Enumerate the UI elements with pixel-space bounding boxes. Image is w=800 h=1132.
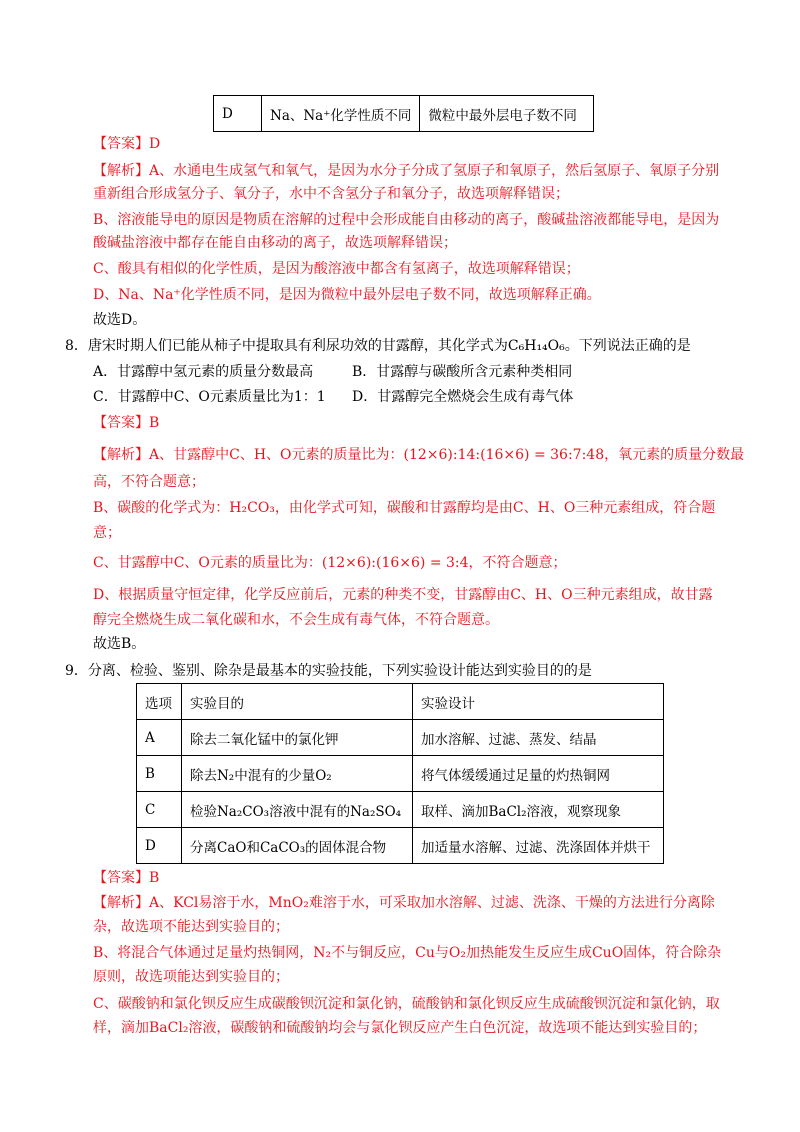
- q7-analysis-line: 重新组合形成氢分子、氧分子，水中不含氢分子和氧分子，故选项解释错误；: [93, 186, 569, 202]
- table-cell: 加水溶解、过滤、蒸发、结晶: [413, 720, 664, 756]
- q8-analysis-line: B、碳酸的化学式为：H₂CO₃，由化学式可知，碳酸和甘露醇均是由C、H、O三种元素组成，符合题: [93, 500, 716, 516]
- q9-table: [136, 683, 664, 864]
- q7-analysis-line: 【解析】A、水通电生成氢气和氧气，是因为水分子分成了氢原子和氧原子，然后氢原子、氧原子分别: [93, 163, 720, 179]
- table-header-row: [137, 684, 664, 720]
- table-header: 实验目的: [182, 684, 413, 720]
- q8-analysis-line: D、根据质量守恒定律，化学反应前后，元素的种类不变，甘露醇由C、H、O三种元素组成，故甘露: [93, 587, 713, 603]
- q9-analysis-line: 样，滴加BaCl₂溶液，碳酸钠和硫酸钠均会与氯化钡反应产生白色沉淀，故选项不能达到实验目的；: [93, 1020, 707, 1036]
- table-cell: 将气体缓缓通过足量的灼热铜网: [413, 756, 664, 792]
- table-cell: C: [137, 792, 182, 828]
- table-cell: D: [137, 828, 182, 864]
- q9-analysis-line: 原则，故选项能达到实验目的；: [93, 969, 289, 985]
- q7-analysis-line: 酸碱盐溶液中都存在能自由移动的离子，故选项解释错误；: [93, 235, 457, 251]
- q8-analysis-line: 醇完全燃烧生成二氧化碳和水，不会生成有毒气体，不符合题意。: [93, 612, 499, 628]
- q7-analysis-line: C、酸具有相似的化学性质，是因为酸溶液中都含有氢离子，故选项解释错误；: [93, 261, 580, 277]
- q7-analysis-line: B、溶液能导电的原因是物质在溶解的过程中会形成能自由移动的离子，酸碱盐溶液都能导电，是因为: [93, 212, 720, 228]
- table-cell: 分离CaO和CaCO₃的固体混合物: [182, 828, 413, 864]
- q8-option-d: D．甘露醇完全燃烧会生成有毒气体: [352, 389, 574, 405]
- table-row: [214, 96, 594, 132]
- q7-conclusion: 故选D。: [93, 312, 147, 328]
- q7-analysis-line: D、Na、Na⁺化学性质不同，是因为微粒中最外层电子数不同，故选项解释正确。: [93, 287, 601, 303]
- table-row: [137, 720, 664, 756]
- top-table: [213, 95, 594, 132]
- q8-option-a: A．甘露醇中氢元素的质量分数最高: [93, 364, 314, 380]
- q8-stem: 8．唐宋时期人们已能从柿子中提取具有利尿功效的甘露醇，其化学式为C₆H₁₄O₆。下列说法正确的是: [65, 338, 691, 354]
- table-row: [137, 756, 664, 792]
- q8-analysis-line: 高，不符合题意；: [93, 474, 205, 490]
- table-cell: 检验Na₂CO₃溶液中混有的Na₂SO₄: [182, 792, 413, 828]
- q8-analysis-line: 【解析】A、甘露醇中C、H、O元素的质量比为：(12×6):14:(16×6) = 36:7:48，氧元素的质量分数最: [93, 447, 745, 463]
- q8-answer: 【答案】B: [93, 415, 160, 431]
- table-cell: 取样、滴加BaCl₂溶液，观察现象: [413, 792, 664, 828]
- q9-stem: 9．分离、检验、鉴别、除杂是最基本的实验技能，下列实验设计能达到实验目的的是: [65, 663, 592, 679]
- table-cell: 加适量水溶解、过滤、洗涤固体并烘干: [413, 828, 664, 864]
- table-row: [137, 828, 664, 864]
- table-header: 选项: [137, 684, 182, 720]
- q8-option-b: B．甘露醇与碳酸所含元素种类相同: [352, 364, 573, 380]
- q7-answer: 【答案】D: [93, 136, 161, 152]
- q8-analysis-line: C、甘露醇中C、O元素的质量比为：(12×6):(16×6) = 3:4，不符合题意；: [93, 555, 567, 571]
- table-cell: 除去N₂中混有的少量O₂: [182, 756, 413, 792]
- q9-answer: 【答案】B: [93, 870, 160, 886]
- q9-analysis-line: C、碳酸钠和氯化钡反应生成碳酸钡沉淀和氯化钠，硫酸钠和氯化钡反应生成硫酸钡沉淀和氯化钠，取: [93, 996, 720, 1012]
- table-cell: Na、Na⁺化学性质不同: [262, 96, 420, 132]
- q8-analysis-line: 意；: [93, 525, 121, 541]
- q9-analysis-line: B、将混合气体通过足量灼热铜网，N₂不与铜反应，Cu与O₂加热能发生反应生成CuO固体，符合除杂: [93, 945, 722, 961]
- table-cell: D: [214, 96, 262, 132]
- table-header: 实验设计: [413, 684, 664, 720]
- table-cell: B: [137, 756, 182, 792]
- q8-conclusion: 故选B。: [93, 636, 146, 652]
- q9-analysis-line: 杂，故选项不能达到实验目的；: [93, 919, 289, 935]
- table-cell: A: [137, 720, 182, 756]
- table-cell: 除去二氧化锰中的氯化钾: [182, 720, 413, 756]
- q8-option-c: C．甘露醇中C、O元素质量比为1：1: [93, 389, 326, 405]
- q9-analysis-line: 【解析】A、KCl易溶于水，MnO₂难溶于水，可采取加水溶解、过滤、洗涤、干燥的方法进行分离除: [93, 895, 715, 911]
- table-cell: 微粒中最外层电子数不同: [420, 96, 594, 132]
- table-row: [137, 792, 664, 828]
